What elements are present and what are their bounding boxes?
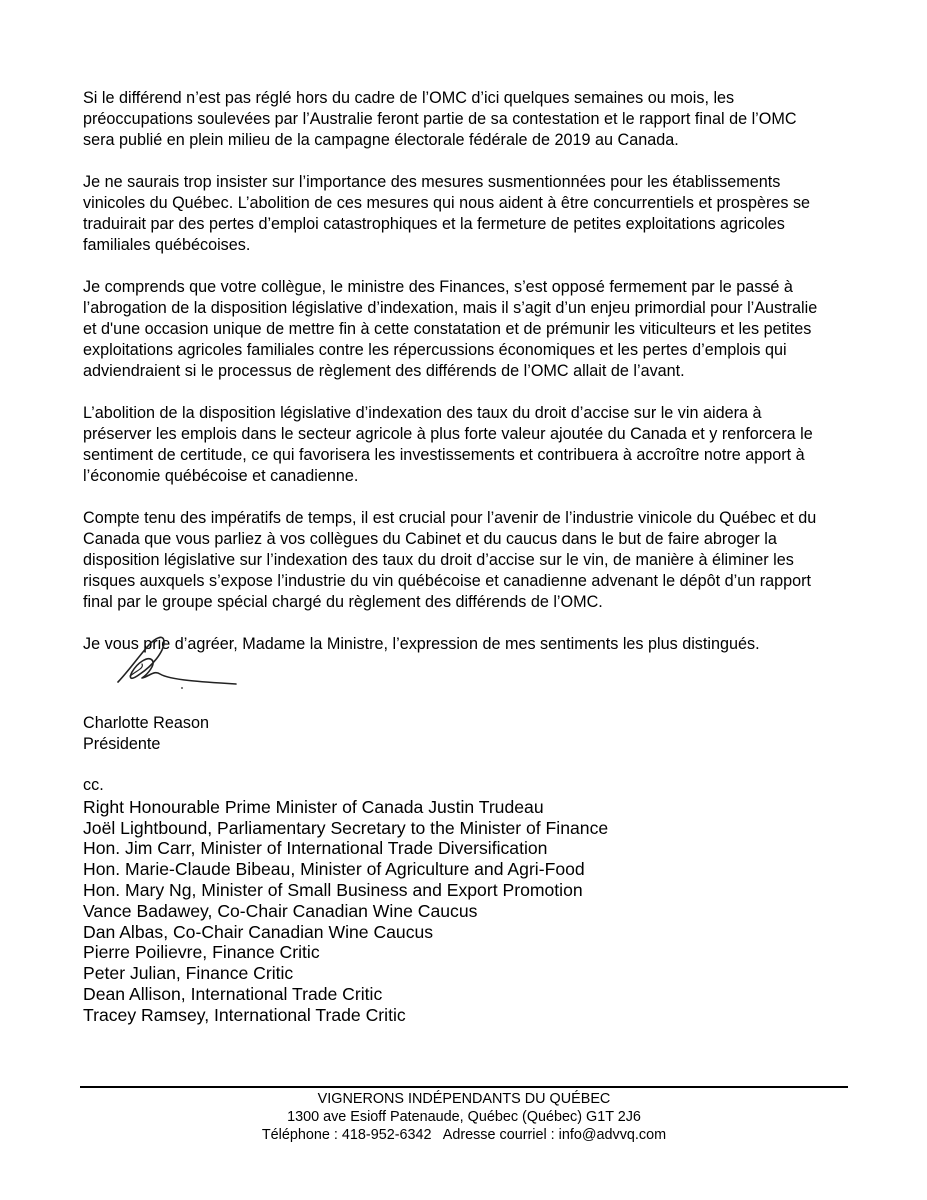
text-line: Si le différend n’est pas réglé hors du cadre de l’OMC d’ici quelques semaines ou mois, les: [83, 89, 735, 107]
paragraph-1: [83, 88, 843, 151]
handwritten-signature: [112, 630, 242, 690]
cc-list: [83, 775, 608, 1026]
cc-recipient: Hon. Jim Carr, Minister of International Trade Diversification: [83, 838, 548, 859]
cc-recipient: Hon. Marie-Claude Bibeau, Minister of Agriculture and Agri-Food: [83, 859, 585, 880]
signer-title: Présidente: [83, 735, 161, 753]
cc-recipient: Dan Albas, Co-Chair Canadian Wine Caucus: [83, 921, 434, 942]
cc-recipient: Joël Lightbound, Parliamentary Secretary to the Minister of Finance: [83, 817, 609, 838]
text-line: Je ne saurais trop insister sur l’importance des mesures susmentionnées pour les établissements: [83, 173, 781, 191]
text-line: Je vous prie d’agréer, Madame la Ministre, l’expression de mes sentiments les plus distingués.: [83, 635, 760, 653]
cc-recipient: Tracey Ramsey, International Trade Critic: [83, 1004, 406, 1025]
cc-recipient: Dean Allison, International Trade Critic: [83, 983, 383, 1004]
cc-label: cc.: [83, 776, 104, 794]
signer-block: [83, 713, 209, 755]
organization-name: VIGNERONS INDÉPENDANTS DU QUÉBEC: [317, 1091, 611, 1107]
cc-recipient: Vance Badawey, Co-Chair Canadian Wine Caucus: [83, 900, 478, 921]
text-line: sentiment de certitude, ce qui favorisera les investissements et contribuera à accroître notre apport à: [83, 446, 805, 464]
text-line: l’abrogation de la disposition législative d’indexation, mais il s’agit d’un enjeu primordial pour l’Australie: [83, 299, 818, 317]
signer-name: Charlotte Reason: [83, 714, 209, 732]
text-line: traduirait par des pertes d’emploi catastrophiques et la fermeture de petites exploitations agricoles: [83, 215, 785, 233]
text-line: l’économie québécoise et canadienne.: [83, 467, 359, 485]
cc-recipient: Hon. Mary Ng, Minister of Small Business and Export Promotion: [83, 879, 583, 900]
cc-recipient: Peter Julian, Finance Critic: [83, 963, 294, 984]
letter-body: [83, 88, 843, 676]
text-line: et d'une occasion unique de mettre fin à cette constatation et de prémunir les viticulteurs et les petites: [83, 320, 812, 338]
organization-address: 1300 ave Esioff Patenaude, Québec (Québec) G1T 2J6: [287, 1109, 641, 1125]
text-line: Je comprends que votre collègue, le ministre des Finances, s’est opposé fermement par le passé à: [83, 278, 793, 296]
text-line: exploitations agricoles familiales contre les répercussions économiques et les pertes d’emplois qui: [83, 341, 787, 359]
organization-contact: Téléphone : 418-952-6342 Adresse courriel : info@advvq.com: [261, 1127, 667, 1143]
text-line: familiales québécoises.: [83, 236, 251, 254]
letterhead-footer: [80, 1090, 848, 1144]
paragraph-3: [83, 277, 843, 382]
text-line: risques auxquels s’expose l’industrie du vin québécoise et canadienne advenant le dépôt d’un rapport: [83, 572, 812, 590]
text-line: Canada que vous parliez à vos collègues du Cabinet et du caucus dans le but de faire abroger la: [83, 530, 777, 548]
text-line: préserver les emplois dans le secteur agricole à plus forte valeur ajoutée du Canada et y renforcera le: [83, 425, 813, 443]
text-line: final par le groupe spécial chargé du règlement des différends de l’OMC.: [83, 593, 603, 611]
footer-divider: [80, 1086, 848, 1088]
text-line: adviendraient si le processus de règlement des différends de l’OMC allait de l’avant.: [83, 362, 685, 380]
paragraph-2: [83, 172, 843, 256]
text-line: vinicoles du Québec. L’abolition de ces mesures qui nous aident à être concurrentiels et prospères se: [83, 194, 811, 212]
text-line: disposition législative sur l’indexation des taux du droit d’accise sur le vin, de manière à éliminer les: [83, 551, 794, 569]
paragraph-4: [83, 403, 843, 487]
text-line: préoccupations soulevées par l’Australie feront partie de sa contestation et le rapport final de l’OMC: [83, 110, 797, 128]
text-line: L’abolition de la disposition législative d’indexation des taux du droit d’accise sur le vin aidera à: [83, 404, 762, 422]
cc-recipient: Right Honourable Prime Minister of Canada Justin Trudeau: [83, 796, 544, 817]
cc-recipient: Pierre Poilievre, Finance Critic: [83, 942, 320, 963]
text-line: sera publié en plein milieu de la campagne électorale fédérale de 2019 au Canada.: [83, 131, 679, 149]
text-line: Compte tenu des impératifs de temps, il est crucial pour l’avenir de l’industrie vinicole du Québec et du: [83, 509, 817, 527]
paragraph-5: [83, 508, 843, 613]
